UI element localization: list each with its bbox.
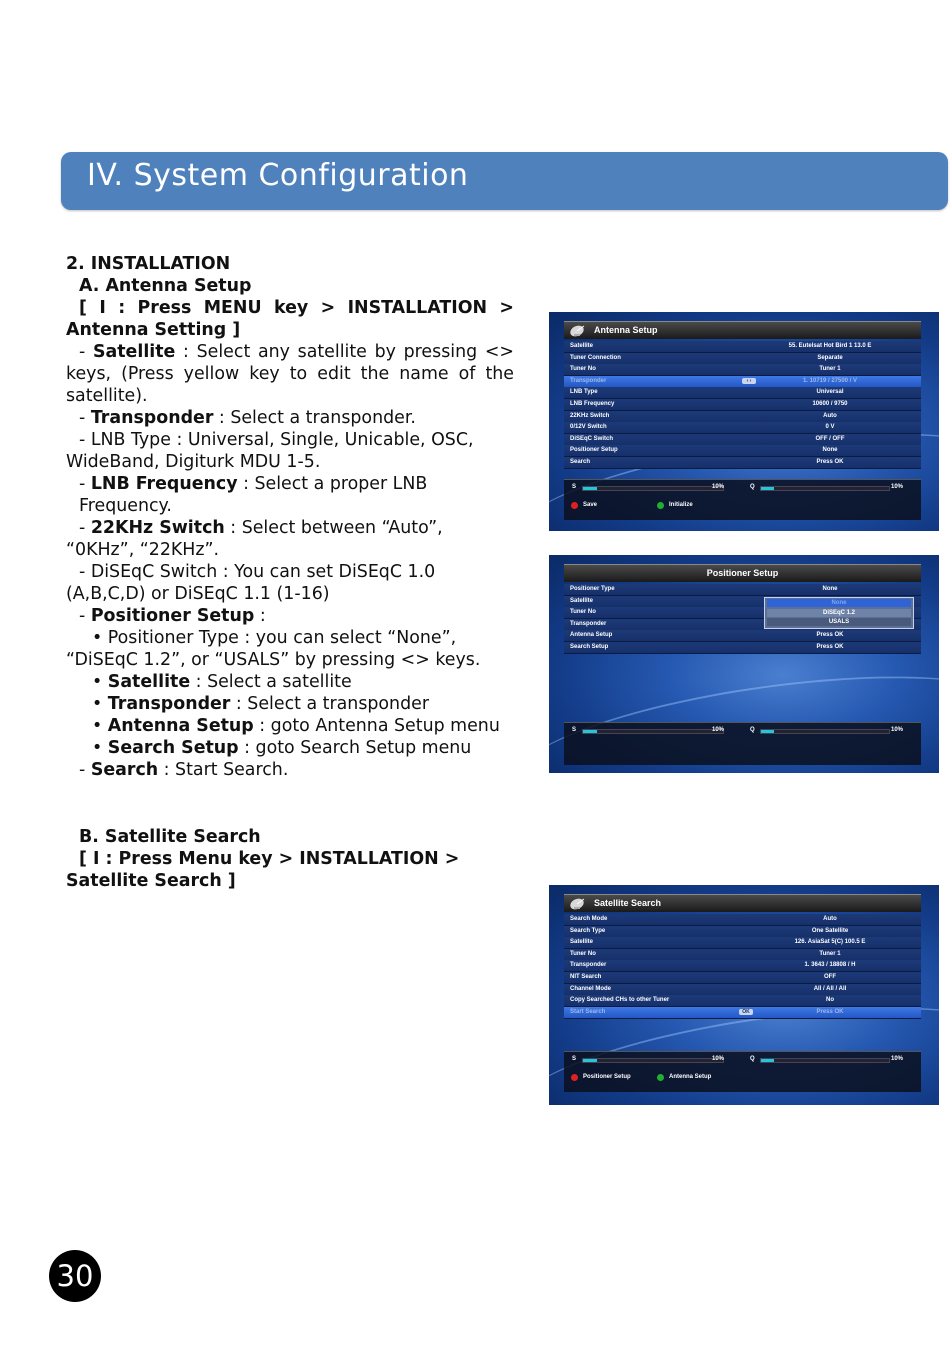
signal-s-percent: 10%	[712, 727, 725, 733]
signal-q-fill	[761, 1059, 774, 1062]
menu-row-label: Copy Searched CHs to other Tuner	[570, 997, 670, 1004]
menu-row-value: One Satellite	[811, 927, 849, 934]
bullet-satellite: • Satellite : Select a satellite	[92, 672, 352, 692]
menu-row-label: Search Setup	[570, 644, 609, 650]
signal-s-label: S	[572, 1056, 577, 1062]
signal-q-fill	[761, 730, 774, 733]
antenna-setup-screenshot	[549, 312, 939, 531]
bullet-search-setup: • Search Setup : goto Search Setup menu	[92, 738, 472, 758]
signal-s-bar	[582, 486, 724, 491]
satellite-search-title-bar	[564, 894, 921, 912]
menu-row-value: Auto	[823, 916, 837, 922]
menu-row-value: OFF / OFF	[815, 435, 845, 442]
signal-q-label: Q	[750, 484, 755, 490]
red-key-icon	[571, 1074, 578, 1081]
signal-s-fill	[583, 730, 597, 733]
positioner-setup-menu-row[interactable]	[564, 642, 921, 654]
signal-q-fill	[761, 487, 774, 490]
antenna-setup-title: Antenna Setup	[594, 325, 658, 335]
menu-row-label: Tuner No	[570, 609, 596, 616]
menu-row-value: Tuner 1	[819, 366, 841, 373]
item-search: - Search : Start Search.	[79, 760, 289, 780]
satellite-search-screenshot	[549, 885, 939, 1105]
satellite-search-menu-row[interactable]	[564, 914, 921, 926]
signal-s-percent: 10%	[712, 484, 725, 490]
menu-row-label: Tuner Connection	[570, 354, 621, 361]
menu-row-value: Separate	[817, 354, 843, 361]
menu-row-value: 1. 10719 / 27500 / V	[802, 377, 858, 384]
menu-row-label: Search Type	[570, 927, 606, 934]
installation-heading: 2. INSTALLATION	[66, 254, 231, 274]
menu-row-label: Satellite	[570, 939, 594, 946]
signal-s-fill	[583, 487, 597, 490]
green-key-icon	[657, 1074, 664, 1081]
menu-row-value: 10600 / 9750	[812, 401, 848, 407]
signal-s-label: S	[572, 484, 577, 490]
signal-q-percent: 10%	[891, 484, 904, 490]
signal-q-bar	[760, 729, 890, 734]
antenna-setup-key-label[interactable]: Antenna Setup	[669, 1074, 712, 1080]
menu-row-value: Press OK	[816, 644, 844, 650]
menu-row-value: No	[826, 997, 834, 1004]
menu-row-label: LNB Frequency	[570, 401, 615, 407]
satellite-dish-icon	[568, 897, 588, 910]
item-lnb-frequency: - LNB Frequency : Select a proper LNB Frequency.	[79, 474, 428, 516]
menu-row-label: NIT Search	[570, 974, 602, 980]
menu-row-label: Transponder	[570, 962, 607, 969]
signal-s-bar	[582, 729, 724, 734]
signal-s-label: S	[572, 727, 577, 733]
signal-s-bar	[582, 1058, 724, 1063]
dropdown-option-none[interactable]: None	[767, 599, 911, 607]
section-title: IV. System Configuration	[87, 158, 469, 193]
satellite-search-path: [ I : Press Menu key > INSTALLATION > Satellite Search ]	[66, 849, 460, 891]
satellite-search-subheading: B. Satellite Search	[79, 827, 261, 847]
menu-row-label: Positioner Type	[570, 586, 615, 592]
antenna-setup-menu-row[interactable]	[564, 387, 921, 399]
satellite-search-menu-row[interactable]	[564, 960, 921, 972]
antenna-setup-menu-row[interactable]	[564, 353, 921, 365]
antenna-setup-signal-panel	[564, 479, 921, 520]
menu-row-label: Start Search	[570, 1008, 606, 1015]
signal-q-label: Q	[750, 727, 755, 733]
initialize-key-label[interactable]: Initialize	[669, 502, 693, 508]
satellite-search-signal-panel	[564, 1051, 921, 1092]
satellite-search-menu-row[interactable]	[564, 937, 921, 949]
signal-q-percent: 10%	[891, 727, 904, 733]
antenna-setup-menu-row[interactable]	[564, 341, 921, 353]
antenna-setup-menu-row[interactable]	[564, 364, 921, 376]
menu-row-label: Search Mode	[570, 916, 608, 922]
signal-q-bar	[760, 1058, 890, 1063]
antenna-setup-menu-row[interactable]	[564, 399, 921, 411]
signal-s-fill	[583, 1059, 597, 1062]
item-lnb-type: - LNB Type : Universal, Single, Unicable, OSC, WideBand, Digiturk MDU 1-5.	[66, 430, 474, 472]
menu-row-label: Satellite	[570, 597, 594, 604]
menu-row-value: None	[822, 447, 838, 454]
menu-row-value: 126. AsiaSat 5(C) 100.5 E	[794, 939, 866, 946]
menu-row-value: 1. 3643 / 18808 / H	[804, 962, 856, 969]
antenna-setup-menu-row[interactable]	[564, 376, 921, 388]
menu-row-label: LNB Type	[570, 389, 598, 396]
menu-row-value: Press OK	[816, 459, 844, 465]
menu-row-label: Transponder	[570, 377, 607, 384]
positioner-setup-title-bar	[564, 564, 921, 582]
dropdown-option-usals[interactable]: USALS	[767, 618, 911, 626]
satellite-search-menu-row[interactable]	[564, 995, 921, 1007]
antenna-setup-path: [ I : Press MENU key > INSTALLATION > Antenna Setting ]	[66, 298, 514, 340]
signal-q-label: Q	[750, 1056, 755, 1062]
section-header-bar	[61, 152, 948, 210]
antenna-setup-menu-row[interactable]	[564, 457, 921, 469]
positioner-setup-menu-row[interactable]	[564, 584, 921, 596]
antenna-setup-menu-row[interactable]	[564, 422, 921, 434]
dropdown-option-diseqc[interactable]: DiSEqC 1.2	[767, 609, 911, 617]
left-right-arrows-icon: ‹ ›	[742, 378, 756, 384]
item-diseqc-switch: - DiSEqC Switch : You can set DiSEqC 1.0 (A,B,C,D) or DiSEqC 1.1 (1-16)	[66, 562, 436, 604]
antenna-setup-title-bar	[564, 321, 921, 339]
bullet-positioner-type: • Positioner Type : you can select “None”, “DiSEqC 1.2”, or “USALS” by pressing <> keys.	[66, 628, 481, 670]
item-transponder: - Transponder : Select a transponder.	[79, 408, 416, 428]
satellite-search-menu-row[interactable]	[564, 949, 921, 961]
menu-row-label: Channel Mode	[570, 985, 612, 992]
menu-row-label: Transponder	[570, 620, 607, 627]
menu-row-value: Press OK	[816, 632, 844, 639]
menu-row-label: Tuner No	[570, 950, 596, 957]
positioner-setup-signal-panel	[564, 722, 921, 765]
menu-row-label: 22KHz Switch	[570, 412, 610, 419]
antenna-setup-subheading: A. Antenna Setup	[79, 276, 252, 296]
save-key-label[interactable]: Save	[583, 502, 598, 508]
item-satellite: - Satellite : Select any satellite by pressing <> keys, (Press yellow key to edit the name of the satellite).	[66, 342, 514, 406]
positioner-setup-menu-row[interactable]	[564, 630, 921, 642]
satellite-search-menu-row[interactable]	[564, 926, 921, 938]
green-key-icon	[657, 502, 664, 509]
antenna-setup-menu-row[interactable]	[564, 434, 921, 446]
item-positioner-setup: - Positioner Setup :	[79, 606, 266, 626]
satellite-search-menu-row[interactable]	[564, 972, 921, 984]
menu-row-label: DiSEqC Switch	[570, 435, 614, 442]
antenna-setup-menu-row[interactable]	[564, 411, 921, 423]
signal-s-percent: 10%	[712, 1056, 725, 1062]
signal-q-percent: 10%	[891, 1056, 904, 1062]
satellite-search-menu-row[interactable]	[564, 984, 921, 996]
menu-row-value: Press OK	[816, 1008, 844, 1015]
page-number: 30	[49, 1250, 101, 1302]
satellite-dish-icon	[568, 324, 588, 337]
menu-row-value: Universal	[816, 389, 844, 396]
menu-row-value: All / All / All	[813, 985, 847, 992]
signal-q-bar	[760, 486, 890, 491]
menu-row-label: 0/12V Switch	[570, 424, 607, 431]
menu-row-label: Satellite	[570, 343, 594, 349]
satellite-search-title: Satellite Search	[594, 898, 662, 908]
bullet-antenna-setup: • Antenna Setup : goto Antenna Setup menu	[92, 716, 500, 736]
positioner-type-dropdown[interactable]	[764, 597, 914, 629]
menu-row-value: OFF	[824, 974, 836, 980]
satellite-search-menu-row[interactable]	[564, 1007, 921, 1019]
menu-row-label: Tuner No	[570, 366, 596, 373]
red-key-icon	[571, 502, 578, 509]
bullet-transponder: • Transponder : Select a transponder	[92, 694, 429, 714]
menu-row-value: 0 V	[825, 424, 835, 431]
antenna-setup-menu-row[interactable]	[564, 445, 921, 457]
menu-row-value: None	[822, 586, 838, 592]
menu-row-value: 55. Eutelsat Hot Bird 1 13.0 E	[788, 343, 872, 349]
menu-row-label: Search	[570, 459, 591, 465]
menu-row-label: Positioner Setup	[570, 447, 618, 454]
ok-key-icon: OK	[739, 1009, 753, 1015]
installation-text	[66, 253, 514, 781]
positioner-setup-title: Positioner Setup	[706, 568, 779, 578]
item-22khz-switch: - 22KHz Switch : Select between “Auto”, “0KHz”, “22KHz”.	[66, 518, 443, 560]
satellite-search-text	[66, 826, 514, 892]
menu-row-label: Antenna Setup	[570, 632, 613, 639]
menu-row-value: Auto	[823, 412, 837, 419]
menu-row-value: Tuner 1	[819, 950, 841, 957]
positioner-setup-screenshot	[549, 555, 939, 773]
positioner-setup-key-label[interactable]: Positioner Setup	[583, 1074, 631, 1080]
